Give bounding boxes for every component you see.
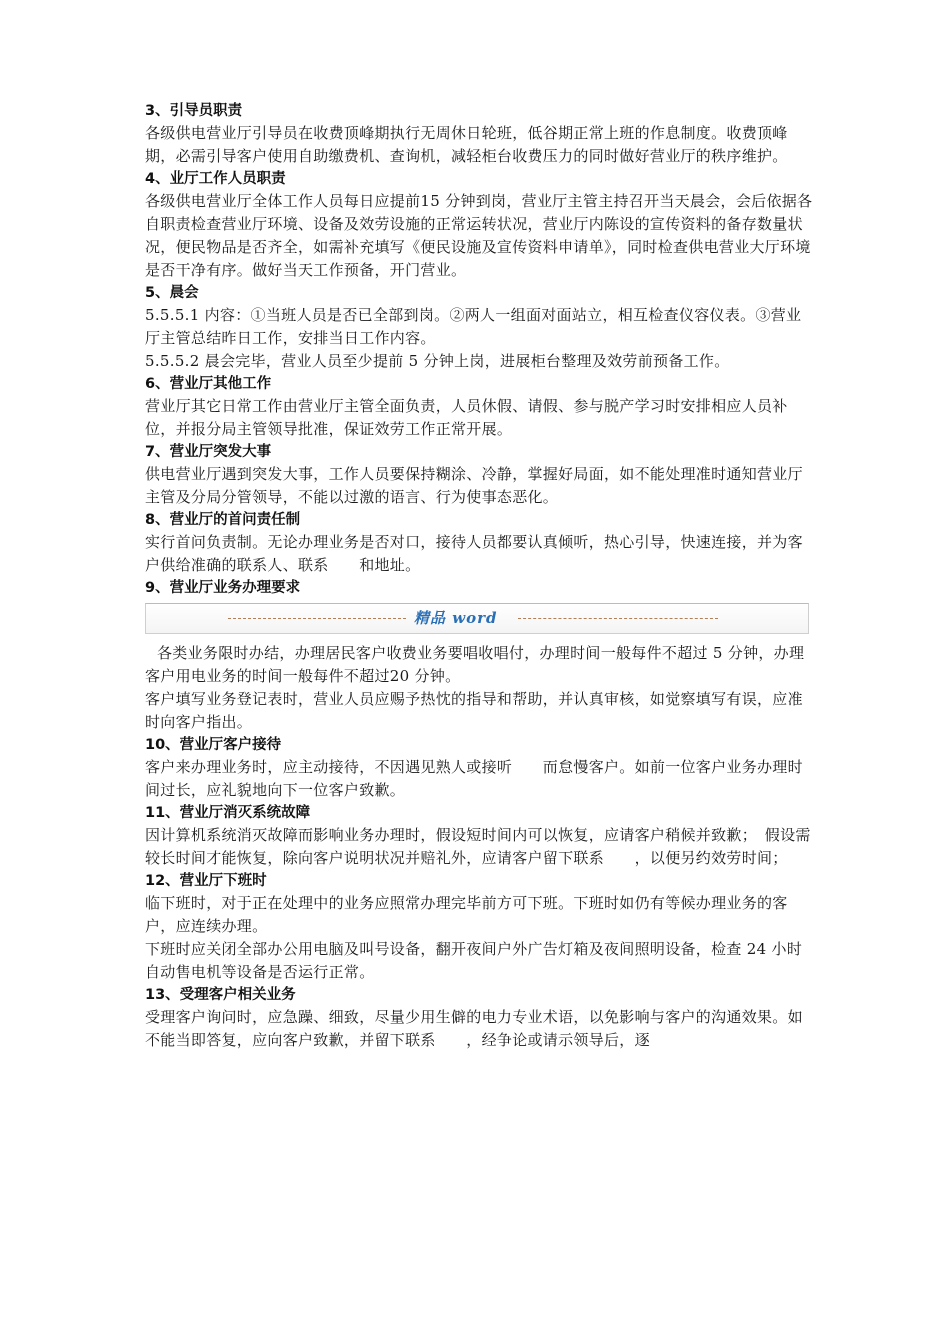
section-paragraph: 各类业务限时办结，办理居民客户收费业务要唱收唱付，办理时间一般每件不超过 5 分钟，办理客户用电业务的时间一般每件不超过20 分钟。 (145, 644, 805, 685)
section-paragraph: 临下班时，对于正在处理中的业务应照常办理完毕前方可下班。下班时如仍有等候办理业务的客户，应连续办理。 (145, 894, 788, 935)
section-paragraph: 实行首问负责制。无论办理业务是否对口，接待人员都要认真倾听，热心引导，快速连接，并为客户供给准确的联系人、联系 和地址。 (145, 533, 803, 574)
section-heading: 13、受理客户相关业务 (145, 987, 296, 1003)
section-heading: 12、营业厅下班时 (145, 873, 267, 889)
section-11 (145, 802, 813, 870)
banner-divider-right (518, 618, 718, 619)
section-paragraph: 5.5.5.1 内容：①当班人员是否已全部到岗。②两人一组面对面站立，相互检查仪容仪表。③营业厅主管总结昨日工作，安排当日工作内容。 (145, 306, 802, 347)
section-7 (145, 441, 813, 509)
section-9 (145, 577, 813, 599)
section-paragraph: 各级供电营业厅引导员在收费顶峰期执行无周休日轮班，低谷期正常上班的作息制度。收费顶峰期，必需引导客户使用自助缴费机、查询机，减轻柜台收费压力的同时做好营业厅的秩序维护。 (145, 124, 788, 165)
section-heading: 7、营业厅突发大事 (145, 444, 272, 460)
section-heading: 4、业厅工作人员职责 (145, 171, 286, 187)
section-paragraph: 客户填写业务登记表时，营业人员应赐予热忱的指导和帮助，并认真审核，如觉察填写有误，应准时向客户指出。 (145, 690, 803, 731)
section-paragraph: 营业厅其它日常工作由营业厅主管全面负责，人员休假、请假、参与脱产学习时安排相应人员补位，并报分局主管领导批准，保证效劳工作正常开展。 (145, 397, 788, 438)
section-paragraph: 各级供电营业厅全体工作人员每日应提前15 分钟到岗，营业厅主管主持召开当天晨会，会后依据各自职责检查营业厅环境、设备及效劳设施的正常运转状况，营业厅内陈设的宣传资料的备存数量状况，便民物品是否齐全，如需补充填写《便民设施及宣传资料申请单》，同时检查供电营业大厅环境是否干净有序。做好当天工作预备，开门营业。 (145, 192, 813, 279)
section-5 (145, 282, 813, 373)
section-paragraph: 受理客户询问时，应急躁、细致，尽量少用生僻的电力专业术语，以免影响与客户的沟通效果。如不能当即答复，应向客户致歉，并留下联系 ，经争论或请示领导后，逐 (145, 1008, 803, 1049)
banner-divider-left (228, 618, 406, 619)
section-3 (145, 100, 813, 168)
section-4 (145, 168, 813, 282)
section-heading: 8、营业厅的首问责任制 (145, 512, 301, 528)
section-heading: 10、营业厅客户接待 (145, 737, 282, 753)
section-paragraph: 供电营业厅遇到突发大事，工作人员要保持糊涂、冷静，掌握好局面，如不能处理准时通知营业厅主管及分局分管领导，不能以过激的语言、行为使事态恶化。 (145, 465, 803, 506)
section-10 (145, 734, 813, 802)
section-12 (145, 870, 813, 984)
banner-logo: 精品 word (414, 609, 498, 627)
section-6 (145, 373, 813, 441)
section-8 (145, 509, 813, 577)
section-paragraph: 5.5.5.2 晨会完毕，营业人员至少提前 5 分钟上岗，进展柜台整理及效劳前预备工作。 (145, 352, 730, 370)
page-break-banner (145, 603, 809, 634)
section-heading: 11、营业厅消灭系统故障 (145, 805, 311, 821)
section-paragraph: 下班时应关闭全部办公用电脑及叫号设备，翻开夜间户外广告灯箱及夜间照明设备，检查 24 小时自动售电机等设备是否运行正常。 (145, 940, 803, 981)
section-heading: 3、引导员职责 (145, 103, 243, 119)
section-heading: 6、营业厅其他工作 (145, 376, 272, 392)
section-9-body (145, 642, 813, 734)
section-paragraph: 客户来办理业务时，应主动接待，不因遇见熟人或接听 而怠慢客户。如前一位客户业务办理时间过长，应礼貌地向下一位客户致歉。 (145, 758, 803, 799)
document-page (145, 100, 813, 1052)
section-heading: 5、晨会 (145, 285, 199, 301)
section-heading: 9、营业厅业务办理要求 (145, 580, 301, 596)
section-13 (145, 984, 813, 1052)
section-paragraph: 因计算机系统消灭故障而影响业务办理时，假设短时间内可以恢复，应请客户稍候并致歉； 假设需较长时间才能恢复，除向客户说明状况并赔礼外，应请客户留下联系 ，以便另约效劳时间； (145, 826, 811, 867)
